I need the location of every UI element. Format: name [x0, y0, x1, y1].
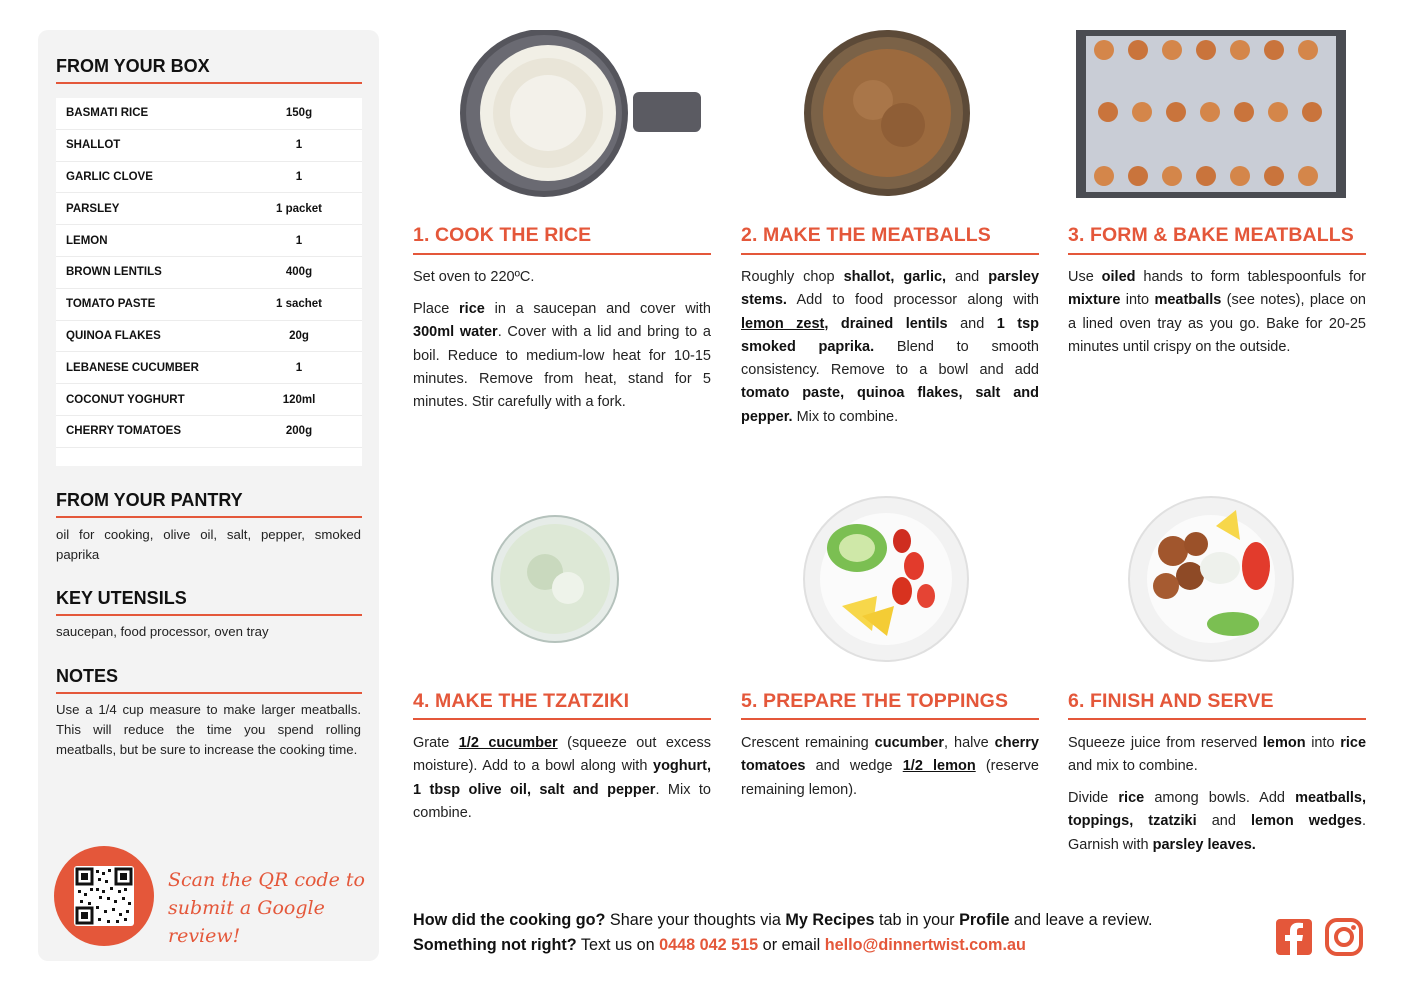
- step-6-text-2: Divide rice among bowls. Add meatballs, toppings, tzatziki and lemon wedges. Garnish with parsley leaves.: [1068, 790, 1366, 853]
- meatball: [1298, 40, 1318, 60]
- meatball: [1302, 102, 1322, 122]
- ingredient-qty: 1 sachet: [275, 298, 323, 311]
- step-2-text: Roughly chop shallot, garlic, and parsley stems. Add to food processor along with lemon zest, drained lentils and 1 tsp smoked paprika. Blend to smooth consistency. Remove to a bowl and add tomato paste, quinoa flakes, salt and pepper. Mix to combine.: [741, 269, 1040, 425]
- ingredient-row: [56, 193, 362, 225]
- ingredient-name: QUINOA FLAKES: [66, 329, 161, 342]
- step-1-text-2: Place rice in a saucepan and cover with 300ml water. Cover with a lid and bring to a boil. Reduce to medium-low heat for 10-15 minutes. Remove from heat, stand for 5 minutes. Stir carefully with a fork.: [413, 301, 711, 411]
- step-5-text: Crescent remaining cucumber, halve cherry tomatoes and wedge 1/2 lemon (reserve remaining lemon).: [741, 735, 1039, 798]
- step-6-title: 6. FINISH AND SERVE: [1068, 690, 1274, 712]
- ingredient-row: [56, 225, 362, 257]
- step-2-title: 2. MAKE THE MEATBALLS: [741, 224, 991, 246]
- ingredient-name: CHERRY TOMATOES: [66, 425, 182, 438]
- meatball: [1234, 102, 1254, 122]
- meatball: [1162, 40, 1182, 60]
- final-dish-photo: [1128, 496, 1294, 662]
- notes-text: Use a 1/4 cup measure to make larger meatballs. This will reduce the time you spend rolling meatballs, but be sure to increase the cooking time.: [56, 702, 361, 757]
- ingredient-name: BROWN LENTILS: [66, 266, 162, 279]
- meatball: [1196, 40, 1216, 60]
- step-1-title: 1. COOK THE RICE: [413, 224, 592, 246]
- ingredient-row: [56, 98, 362, 130]
- footer-feedback: [413, 908, 1153, 958]
- pantry-heading: FROM YOUR PANTRY: [56, 490, 243, 510]
- qr-badge[interactable]: [54, 846, 154, 946]
- meatball: [1128, 166, 1148, 186]
- meatball: [1094, 40, 1114, 60]
- divider: [1068, 718, 1366, 720]
- baking-tray-photo: [1076, 30, 1346, 198]
- ingredient-row: [56, 130, 362, 162]
- ingredient-name: LEMON: [66, 234, 108, 247]
- meatball: [1264, 166, 1284, 186]
- meatball: [1098, 102, 1118, 122]
- ingredient-name: SHALLOT: [66, 139, 121, 152]
- ingredient-qty: 1: [295, 361, 303, 374]
- meatball: [1166, 102, 1186, 122]
- ingredient-row: [56, 257, 362, 289]
- ingredient-qty: 400g: [285, 266, 313, 279]
- toppings-plate-photo: [802, 496, 970, 662]
- meatball: [1230, 166, 1250, 186]
- meatball: [1196, 166, 1216, 186]
- ingredient-qty: 1: [295, 139, 303, 152]
- ingredient-qty: 120ml: [282, 393, 316, 406]
- step-1-text-1: Set oven to 220ºC.: [413, 269, 535, 285]
- ingredient-name: GARLIC CLOVE: [66, 170, 153, 183]
- step-6-text-1: Squeeze juice from reserved lemon into rice and mix to combine.: [1068, 735, 1367, 775]
- ingredient-row: [56, 321, 362, 353]
- utensils-text: saucepan, food processor, oven tray: [56, 624, 269, 639]
- step-4-text: Grate 1/2 cucumber (squeeze out excess moisture). Add to a bowl along with yoghurt, 1 tbsp olive oil, salt and pepper. Mix to combine.: [413, 735, 711, 821]
- ingredient-qty: 20g: [289, 329, 309, 342]
- ingredient-qty: 1: [295, 170, 303, 183]
- footer-line-1: How did the cooking go? Share your thoughts via My Recipes tab in your Profile and leave a review.: [413, 911, 1153, 929]
- ingredient-row: [56, 289, 362, 321]
- ingredient-row: [56, 162, 362, 194]
- ingredient-row: [56, 352, 362, 384]
- divider: [413, 253, 711, 255]
- ingredient-qty: 200g: [285, 425, 313, 438]
- instagram-icon[interactable]: [1325, 918, 1363, 956]
- divider: [741, 718, 1039, 720]
- step-3-title: 3. FORM & BAKE MEATBALLS: [1068, 224, 1354, 246]
- ingredient-name: LEBANESE CUCUMBER: [66, 361, 199, 374]
- utensils-heading: KEY UTENSILS: [56, 588, 187, 608]
- meatball: [1298, 166, 1318, 186]
- divider: [56, 692, 362, 694]
- meatball-mix-photo: [803, 30, 973, 198]
- meatball: [1264, 40, 1284, 60]
- from-box-heading: FROM YOUR BOX: [56, 56, 210, 76]
- divider: [56, 614, 362, 616]
- qr-prompt-line1: Scan the QR code to: [168, 869, 365, 891]
- divider: [413, 718, 711, 720]
- pantry-text: oil for cooking, olive oil, salt, pepper, smoked paprika: [56, 527, 361, 562]
- ingredient-qty: 150g: [285, 107, 313, 120]
- qr-code-icon[interactable]: [74, 866, 134, 926]
- meatball: [1268, 102, 1288, 122]
- divider: [1068, 253, 1366, 255]
- ingredient-qty: 1 packet: [275, 202, 323, 215]
- ingredient-name: COCONUT YOGHURT: [66, 393, 185, 406]
- ingredient-qty: 1: [295, 234, 303, 247]
- divider: [56, 82, 362, 84]
- step-5-title: 5. PREPARE THE TOPPINGS: [741, 690, 1009, 712]
- ingredient-row: [56, 384, 362, 416]
- ingredients-table: [56, 98, 362, 466]
- step-4-title: 4. MAKE THE TZATZIKI: [413, 690, 630, 712]
- ingredient-row: [56, 416, 362, 448]
- meatball: [1094, 166, 1114, 186]
- ingredient-name: TOMATO PASTE: [66, 298, 156, 311]
- rice-pot-photo: [448, 30, 702, 198]
- facebook-icon[interactable]: [1275, 918, 1313, 956]
- meatball: [1128, 40, 1148, 60]
- sidebar: [38, 30, 379, 961]
- tzatziki-bowl-photo: [490, 514, 620, 644]
- notes-heading: NOTES: [56, 666, 119, 686]
- step-3-text: Use oiled hands to form tablespoonfuls for mixture into meatballs (see notes), place on a lined oven tray as you go. Bake for 20-25 minutes until crispy on the outside.: [1068, 269, 1366, 355]
- meatball: [1132, 102, 1152, 122]
- qr-prompt: [168, 866, 368, 950]
- meatball: [1200, 102, 1220, 122]
- meatball: [1162, 166, 1182, 186]
- qr-prompt-line2: submit a Google review!: [168, 897, 325, 947]
- ingredient-name: PARSLEY: [66, 202, 120, 215]
- ingredient-name: BASMATI RICE: [66, 107, 149, 120]
- meatball: [1230, 40, 1250, 60]
- divider: [741, 253, 1039, 255]
- divider: [56, 516, 362, 518]
- footer-line-2: Something not right? Text us on 0448 042 515 or email hello@dinnertwist.com.au: [413, 936, 1026, 954]
